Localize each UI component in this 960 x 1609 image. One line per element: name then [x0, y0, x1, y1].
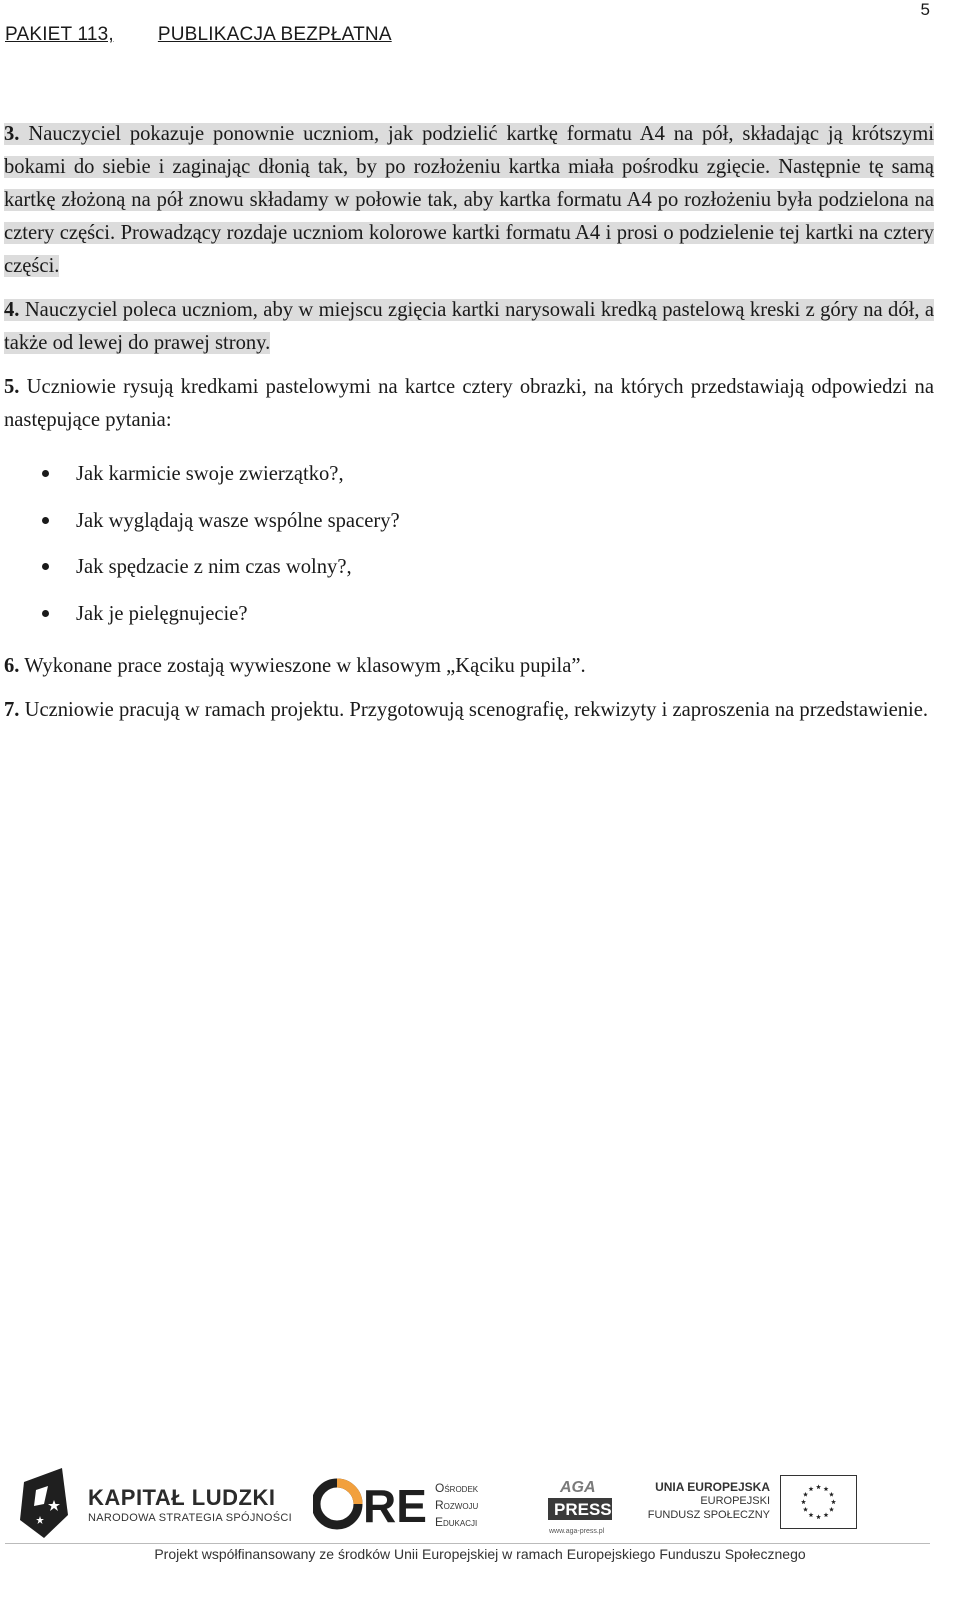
ore-name: [435, 1480, 478, 1531]
paragraph-4: [4, 294, 934, 360]
bullet-icon: [42, 563, 49, 570]
ore-line-2: Rozwoju: [435, 1498, 479, 1512]
footer: [0, 1450, 960, 1609]
svg-text:AGA: AGA: [560, 1479, 596, 1496]
paragraph-number: 7.: [4, 699, 20, 721]
paragraph-number: 4.: [4, 299, 20, 321]
paragraph-text: Uczniowie pracują w ramach projektu. Przygotowują scenografię, rekwizyty i zaproszenia na przedstawienie.: [19, 699, 929, 721]
footer-divider: [5, 1543, 930, 1544]
eu-flag-icon: [780, 1475, 857, 1529]
eu-star-icon: [824, 1486, 829, 1491]
ore-line-1: Ośrodek: [435, 1481, 479, 1495]
paragraph-text: Uczniowie rysują kredkami pastelowymi na kartce cztery obrazki, na których przedstawiają odpowiedzi na następujące pytania:: [4, 376, 934, 431]
highlighted-text: [4, 299, 934, 354]
kapital-ludzki-subtitle: NARODOWA STRATEGIA SPÓJNOŚCI: [88, 1512, 292, 1524]
eu-line-1: UNIA EUROPEJSKA: [655, 1480, 770, 1494]
eu-star-icon: [809, 1512, 814, 1517]
paragraph-6: [4, 650, 934, 683]
eu-line-3: FUNDUSZ SPOŁECZNY: [647, 1509, 770, 1521]
header-publication-free: PUBLIKACJA BEZPŁATNA: [157, 24, 392, 45]
list-item: [4, 451, 934, 498]
ore-line-3: Edukacji: [435, 1515, 478, 1529]
eu-star-icon: [801, 1499, 806, 1504]
svg-text:PRESS: PRESS: [554, 1500, 612, 1519]
eu-star-icon: [809, 1486, 814, 1491]
highlighted-text: [4, 123, 934, 277]
list-item-text: Jak wyglądają wasze wspólne spacery?: [76, 509, 400, 532]
list-item: [4, 544, 934, 591]
paragraph-number: 6.: [4, 655, 20, 677]
document-body: [4, 118, 934, 727]
eu-star-icon: [829, 1492, 834, 1497]
page-number: 5: [920, 0, 930, 19]
bullet-icon: [42, 517, 49, 524]
eu-text: [648, 1480, 770, 1522]
kapital-ludzki-title: KAPITAŁ LUDZKI: [88, 1485, 276, 1510]
paragraph-3: [4, 118, 934, 283]
eu-star-icon: [831, 1499, 836, 1504]
paragraph-5: [4, 371, 934, 437]
page-header: [5, 24, 392, 46]
paragraph-text-2: Prowadzący rozdaje uczniom kolorowe kartki formatu A4 i prosi o podzielenie tej kartki na cztery części.: [4, 222, 934, 277]
eu-star-icon: [829, 1507, 834, 1512]
paragraph-number: 3.: [4, 123, 20, 145]
ore-logo-icon: [313, 1478, 431, 1530]
paragraph-text: Nauczyciel pokazuje ponownie uczniom, jak podzielić kartkę formatu A4 na pół, składając ją krótszymi bokami do siebie i zaginając dłonią tak, by po rozłożeniu kartka miała pośrodku zgięcie. Następnie tę samą kartkę złożoną na pół znowu składamy w połowie tak, aby kartka formatu A4 po rozłożeniu była podzielona na cztery części.: [4, 123, 934, 244]
footer-caption: Projekt współfinansowany ze środków Unii Europejskiej w ramach Europejskiego Funduszu Społecznego: [154, 1546, 806, 1562]
eu-line-2: EUROPEJSKI: [700, 1495, 770, 1507]
eu-star-icon: [816, 1514, 821, 1519]
list-item-text: Jak karmicie swoje zwierzątko?,: [76, 463, 344, 485]
eu-star-icon: [803, 1492, 808, 1497]
kapital-ludzki-logo-icon: [14, 1460, 76, 1540]
bullet-icon: [42, 610, 49, 617]
eu-star-icon: [803, 1507, 808, 1512]
paragraph-text: Wykonane prace zostają wywieszone w klasowym „Kąciku pupila”.: [19, 655, 586, 677]
list-item-text: Jak spędzacie z nim czas wolny?,: [76, 556, 352, 578]
list-item: [4, 498, 934, 545]
aga-press-logo-icon: [546, 1474, 616, 1530]
header-package-number: PAKIET 113,: [5, 24, 114, 45]
paragraph-number: 5.: [4, 376, 20, 398]
question-list: [4, 451, 934, 637]
bullet-icon: [42, 470, 49, 477]
aga-press-url: www.aga-press.pl: [549, 1528, 605, 1535]
list-item-text: Jak je pielęgnujecie?: [76, 602, 248, 625]
eu-star-icon: [816, 1484, 821, 1489]
paragraph-7: [4, 694, 934, 727]
eu-star-icon: [824, 1512, 829, 1517]
svg-text:RE: RE: [363, 1480, 427, 1530]
list-item: [4, 591, 934, 638]
paragraph-text: Nauczyciel poleca uczniom, aby w miejscu zgięcia kartki narysowali kredką pastelową kreski z góry na dół, a także od lewej do prawej strony.: [4, 299, 934, 354]
eu-stars-icon: [781, 1476, 856, 1528]
